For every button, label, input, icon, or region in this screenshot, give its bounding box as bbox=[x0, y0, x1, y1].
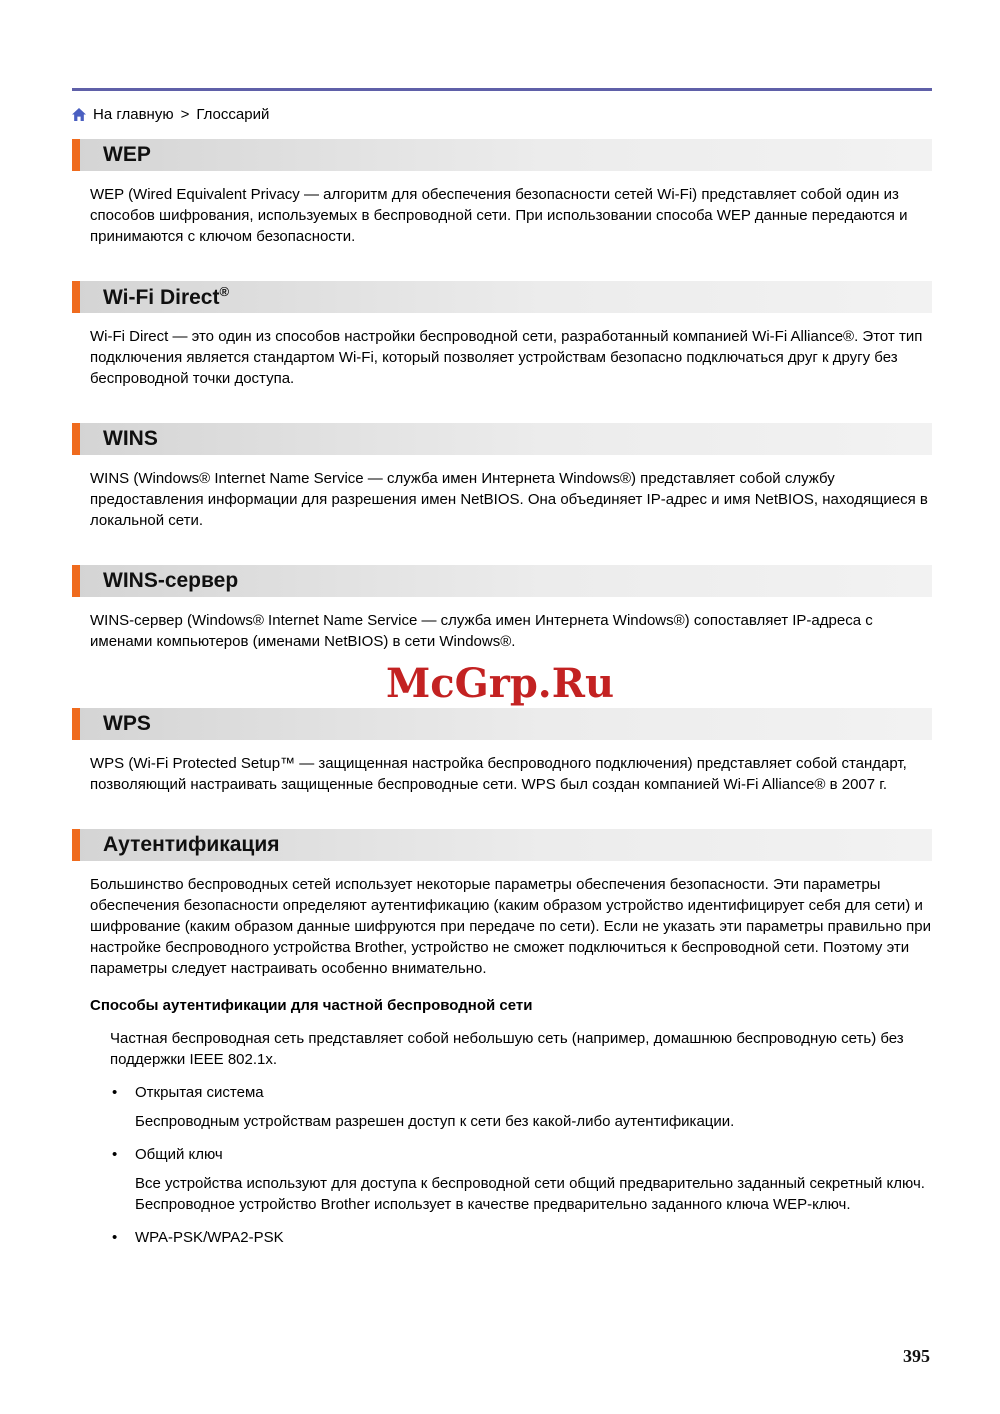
accent-bar bbox=[72, 708, 80, 740]
accent-bar bbox=[72, 829, 80, 861]
section-header-wps bbox=[72, 708, 932, 740]
accent-bar bbox=[72, 423, 80, 455]
section-body-wps: WPS (Wi-Fi Protected Setup™ — защищенная настройка беспроводного подключения) представляет собой стандарт, позволяющий настраивать защищенные беспроводные сети. WPS был создан компанией Wi-Fi Alliance® в 2007 г. bbox=[90, 755, 907, 793]
section-wep bbox=[72, 139, 932, 247]
section-header-wins bbox=[72, 423, 932, 455]
section-header-wins-server bbox=[72, 565, 932, 597]
section-title-wps: WPS bbox=[103, 712, 151, 735]
breadcrumb-separator: > bbox=[180, 106, 190, 123]
breadcrumb-home-link[interactable]: На главную bbox=[93, 106, 174, 123]
section-header-wifi-direct bbox=[72, 281, 932, 313]
section-wifi-direct bbox=[72, 281, 932, 389]
accent-bar bbox=[72, 281, 80, 313]
section-body-auth: Большинство беспроводных сетей использует некоторые параметры обеспечения безопасности. Эти параметры обеспечения безопасности определяют аутентификацию (каким образом устройство идентифицирует себя для сети) и шифрование (каким образом данные шифруются при передаче по сети). Если не указать эти параметры правильно при настройке беспроводного устройства Brother, устройство не сможет подключиться к беспроводной сети. Поэтому эти параметры следует настраивать особенно внимательно. bbox=[90, 876, 931, 977]
section-body-wifi-direct: Wi-Fi Direct — это один из способов настройки беспроводной сети, разработанный компанией Wi-Fi Alliance®. Этот тип подключения является стандартом Wi-Fi, который позволяет устройствам безопасно подключаться друг к другу без беспроводной точки доступа. bbox=[90, 328, 923, 387]
list-item-desc: Беспроводным устройствам разрешен доступ к сети без какой-либо аутентификации. bbox=[135, 1113, 735, 1130]
section-title-wep: WEP bbox=[103, 143, 151, 166]
auth-intro: Частная беспроводная сеть представляет собой небольшую сеть (например, домашнюю беспроводную сеть) без поддержки IEEE 802.1x. bbox=[110, 1030, 904, 1068]
section-wps bbox=[72, 708, 932, 795]
page-number: 395 bbox=[903, 1346, 930, 1366]
section-header-wep bbox=[72, 139, 932, 171]
list-item-term: • Открытая система bbox=[135, 1084, 264, 1101]
registered-mark: ® bbox=[219, 284, 230, 299]
breadcrumb bbox=[72, 106, 932, 123]
section-header-auth bbox=[72, 829, 932, 861]
section-title-text: Wi-Fi Direct bbox=[103, 286, 220, 309]
accent-bar bbox=[72, 565, 80, 597]
section-body-wep: WEP (Wired Equivalent Privacy — алгоритм для обеспечения безопасности сетей Wi-Fi) представляет собой один из способов шифрования, используемых в беспроводной сети. При использовании способа WEP данные передаются и принимаются с ключом безопасности. bbox=[90, 186, 908, 245]
section-title-wins-server: WINS-сервер bbox=[103, 569, 239, 592]
watermark: McGrp.Ru bbox=[385, 660, 615, 707]
top-divider bbox=[72, 88, 932, 91]
section-title-wins: WINS bbox=[103, 427, 158, 450]
section-wins-server bbox=[72, 565, 932, 652]
breadcrumb-current: Глоссарий bbox=[196, 106, 270, 123]
home-icon[interactable] bbox=[72, 108, 86, 121]
section-body-wins: WINS (Windows® Internet Name Service — служба имен Интернета Windows®) представляет собой службу предоставления информации для разрешения имен NetBIOS. Она объединяет IP-адрес и имя NetBIOS, находящиеся в локальной сети. bbox=[90, 470, 928, 529]
list-item-shared-key bbox=[112, 1144, 932, 1165]
list-item-open-system bbox=[112, 1082, 932, 1103]
list-item-term: • WPA-PSK/WPA2-PSK bbox=[135, 1229, 284, 1246]
auth-subheading: Способы аутентификации для частной беспроводной сети bbox=[90, 997, 533, 1014]
section-body-wins-server: WINS-сервер (Windows® Internet Name Service — служба имен Интернета Windows®) сопоставляет IP-адреса с именами компьютеров (именами NetBIOS) в сети Windows®. bbox=[90, 612, 873, 650]
section-auth bbox=[72, 829, 932, 1248]
list-item-term: • Общий ключ bbox=[135, 1146, 223, 1163]
list-item-desc: Все устройства используют для доступа к беспроводной сети общий предварительно заданный секретный ключ. Беспроводное устройство Brother использует в качестве предварительно заданного ключа WEP-ключ. bbox=[135, 1175, 925, 1213]
section-title-wifi-direct bbox=[103, 284, 229, 310]
accent-bar bbox=[72, 139, 80, 171]
list-item-wpa-psk bbox=[112, 1227, 932, 1248]
section-title-auth: Аутентификация bbox=[103, 833, 280, 856]
section-wins bbox=[72, 423, 932, 531]
